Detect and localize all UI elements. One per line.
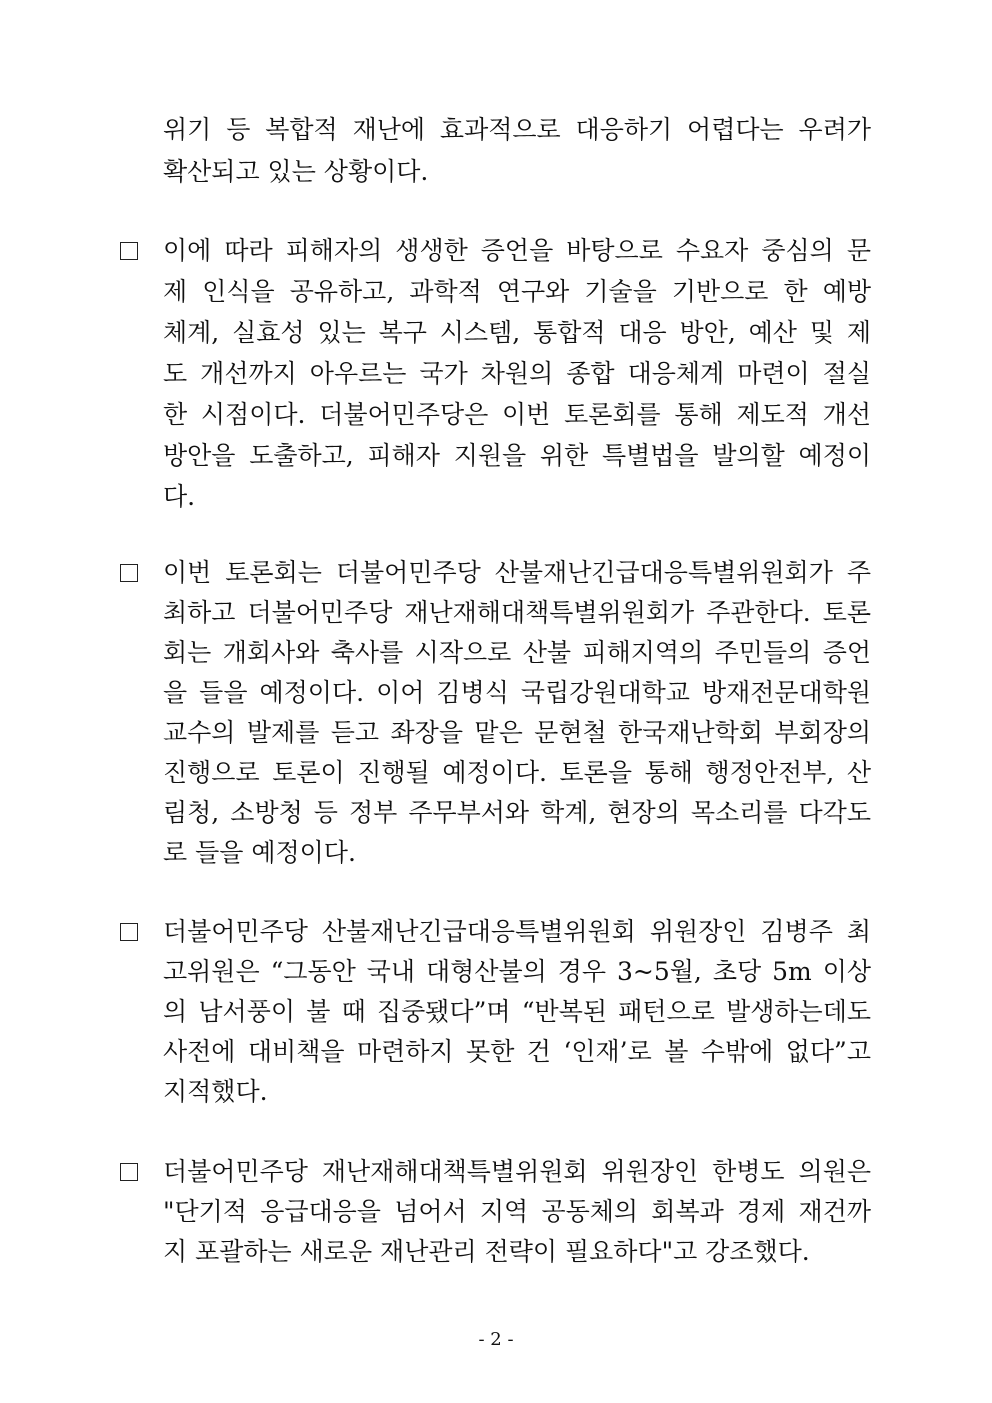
paragraph-4-bullet-box	[120, 1163, 138, 1181]
paragraph-4-line-3: 지 포괄하는 새로운 재난관리 전략이 필요하다"고 강조했다.	[163, 1237, 810, 1266]
paragraph-4-line-2: "단기적 응급대응을 넘어서 지역 공동체의 회복과 경제 재건까	[163, 1197, 871, 1226]
paragraph-3-line-5: 지적했다.	[163, 1077, 268, 1106]
paragraph-1-bullet-box	[120, 242, 138, 260]
paragraph-2-bullet-box	[120, 564, 138, 582]
paragraph-1-line-2: 제 인식을 공유하고, 과학적 연구와 기술을 기반으로 한 예방	[163, 277, 871, 306]
page-number: - 2 -	[478, 1329, 514, 1350]
paragraph-1-line-4: 도 개선까지 아우르는 국가 차원의 종합 대응체계 마련이 절실	[163, 359, 871, 388]
paragraph-3-line-3: 의 남서풍이 불 때 집중됐다”며 “반복된 패턴으로 발생하는데도	[163, 997, 871, 1026]
paragraph-2-line-4: 을 들을 예정이다. 이어 김병식 국립강원대학교 방재전문대학원	[163, 678, 871, 707]
paragraph-1-line-6: 방안을 도출하고, 피해자 지원을 위한 특별법을 발의할 예정이	[163, 441, 871, 470]
paragraph-3-line-4: 사전에 대비책을 마련하지 못한 건 ‘인재’로 볼 수밖에 없다”고	[163, 1037, 871, 1066]
paragraph-1-line-5: 한 시점이다. 더불어민주당은 이번 토론회를 통해 제도적 개선	[163, 400, 871, 429]
paragraph-2-line-5: 교수의 발제를 듣고 좌장을 맡은 문현철 한국재난학회 부회장의	[163, 718, 871, 747]
paragraph-2-line-3: 회는 개회사와 축사를 시작으로 산불 피해지역의 주민들의 증언	[163, 638, 871, 667]
paragraph-1-line-1: 이에 따라 피해자의 생생한 증언을 바탕으로 수요자 중심의 문	[163, 236, 871, 265]
paragraph-2-line-1: 이번 토론회는 더불어민주당 산불재난긴급대응특별위원회가 주	[163, 558, 871, 587]
paragraph-3-line-1: 더불어민주당 산불재난긴급대응특별위원회 위원장인 김병주 최	[163, 917, 871, 946]
paragraph-2-line-2: 최하고 더불어민주당 재난재해대책특별위원회가 주관한다. 토론	[163, 598, 871, 627]
paragraph-4-line-1: 더불어민주당 재난재해대책특별위원회 위원장인 한병도 의원은	[163, 1157, 871, 1186]
paragraph-1-line-7: 다.	[163, 482, 196, 511]
paragraph-2-line-6: 진행으로 토론이 진행될 예정이다. 토론을 통해 행정안전부, 산	[163, 758, 871, 787]
intro-line-2: 확산되고 있는 상황이다.	[163, 157, 429, 186]
intro-line-1: 위기 등 복합적 재난에 효과적으로 대응하기 어렵다는 우려가	[163, 115, 871, 144]
paragraph-2-line-8: 로 들을 예정이다.	[163, 838, 356, 867]
paragraph-2-line-7: 림청, 소방청 등 정부 주무부서와 학계, 현장의 목소리를 다각도	[163, 798, 871, 827]
paragraph-3-bullet-box	[120, 923, 138, 941]
paragraph-3-line-2: 고위원은 “그동안 국내 대형산불의 경우 3~5월, 초당 5m 이상	[163, 957, 871, 986]
paragraph-1-line-3: 체계, 실효성 있는 복구 시스템, 통합적 대응 방안, 예산 및 제	[163, 318, 871, 347]
